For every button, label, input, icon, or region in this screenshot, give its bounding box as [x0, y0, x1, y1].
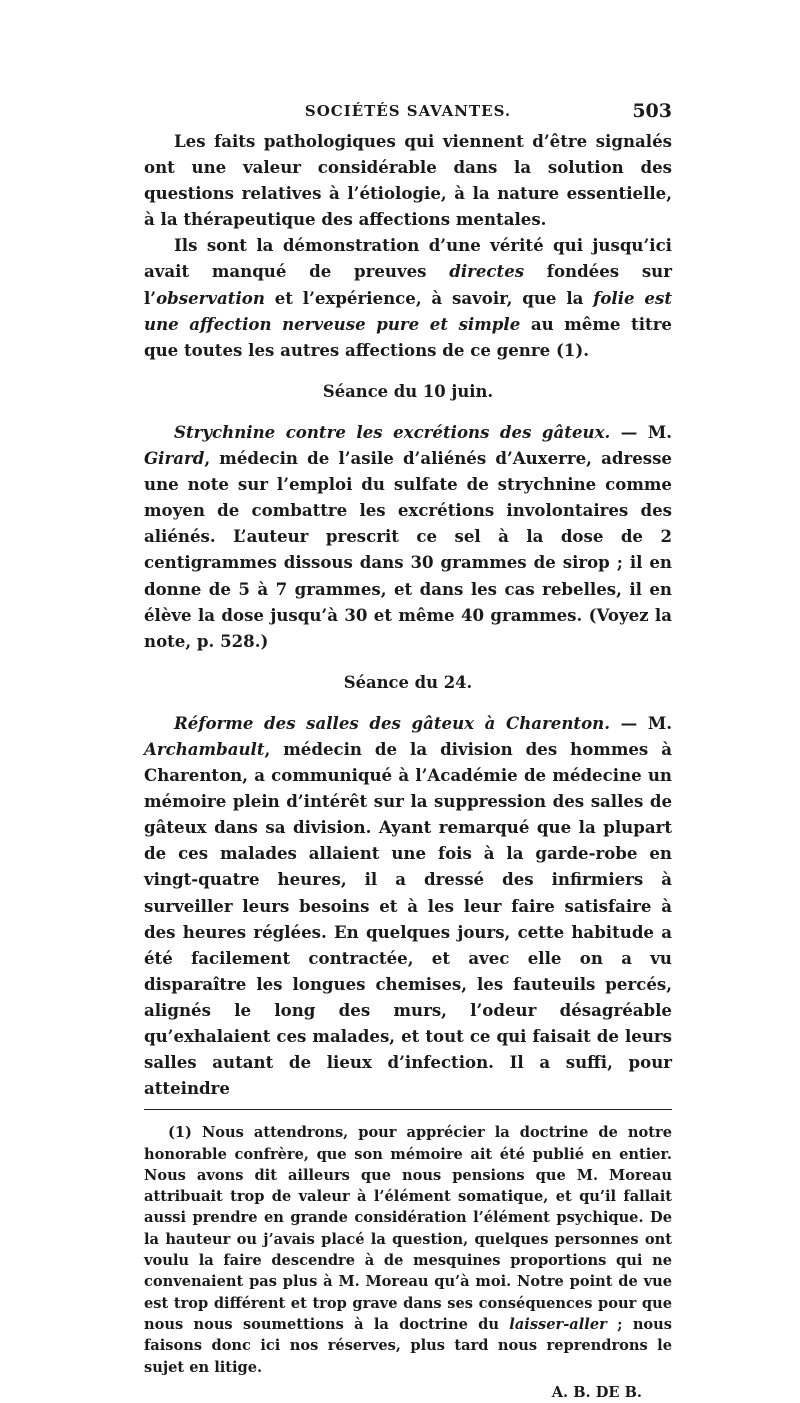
session-1-dash: — M.: [610, 421, 673, 442]
p2-text-b: fondées sur l’: [144, 261, 672, 308]
footnote-text-a: (1) Nous attendrons, pour apprécier la doctrine de notre honorable confrère, que son mémoire ait été publié en entier. Nous avons dit ailleurs que nous pensions que M. Moreau attribuait trop de valeur à l’élément somatique, et qu’il fallait aussi prendre en grande considération l’élément psychique. De la hauteur ou j’avais placé la question, quelques personnes ont voulu la faire descendre à de mesquines proportions qui ne convenaient pas plus à M. Moreau qu’à moi. Notre point de vue est trop différent et trop grave dans ses conséquences pour que nous nous soumettions à la doctrine du: [144, 1124, 672, 1333]
footnote-text-b: ; nous faisons donc ici nos réserves, plus tard nous reprendrons le sujet en litige.: [144, 1315, 672, 1376]
session-2-author: Archambault: [144, 738, 265, 759]
paragraph-1: Les faits pathologiques qui viennent d’être signalés ont une valeur considérable dans la solution des questions relatives à l’étiologie, à la nature essentielle, à la thérapeutique des affections mentales.: [144, 131, 672, 230]
session-1-author: Girard: [144, 448, 205, 469]
footnote: [144, 1122, 672, 1403]
paragraph-2: [144, 232, 672, 362]
footnote-signature: A. B. DE B.: [551, 1383, 642, 1401]
p2-italic-folie: folie est une affection nerveuse pure et simple: [144, 287, 672, 334]
session-1-paragraph: [144, 419, 672, 654]
session-2-text: , médecin de la division des hommes à Charenton, a communiqué à l’Académie de médecine un mémoire plein d’intérêt sur la suppression des salles de gâteux dans sa division. Ayant remarqué que la plupart de ces malades allaient une fois à la garde-robe en vingt-quatre heures, il a dressé des infirmiers à surveiller leurs besoins et à les leur faire satisfaire à des heures réglées. En quelques jours, cette habitude a été facilement contractée, et avec elle on a vu disparaître les longues chemises, les fauteuils percés, alignés le long des murs, l’odeur désagréable qu’exhalaient ces malades, et tout ce qui faisait de leurs salles autant de lieux d’infection. Il a suffi, pour atteindre: [144, 738, 672, 1099]
session-1-title: Strychnine contre les excrétions des gâteux.: [174, 421, 611, 442]
running-title: SOCIÉTÉS SAVANTES.: [304, 102, 512, 120]
p2-text-a: Ils sont la démonstration d’une vérité qui jusqu’ici avait manqué de preuves: [144, 235, 672, 282]
page-number: 503: [632, 100, 672, 122]
session-heading-1: Séance du 10 juin.: [322, 381, 494, 401]
p2-text-c: et l’expérience, à savoir, que la: [264, 287, 594, 308]
session-2-paragraph: [144, 710, 672, 1101]
footnote-italic: laisser-aller: [509, 1315, 607, 1333]
p2-italic-directes: directes: [449, 261, 525, 282]
session-1-text: , médecin de l’asile d’aliénés d’Auxerre, adresse une note sur l’emploi du sulfate de strychnine comme moyen de combattre les excrétions involontaires des aliénés. L’auteur prescrit ce sel à la dose de 2 centigrammes dissous dans 30 grammes de sirop ; il en donne de 5 à 7 grammes, et dans les cas rebelles, il en élève la dose jusqu’à 30 et même 40 grammes. (Voyez la note, p. 528.): [144, 448, 672, 651]
session-2-title: Réforme des salles des gâteux à Charenton.: [174, 712, 611, 733]
p2-text-d: au même titre que toutes les autres affections de ce genre (1).: [144, 313, 672, 360]
session-2-dash: — M.: [610, 712, 673, 733]
footnote-paragraph: [144, 1122, 672, 1378]
session-heading-2: Séance du 24.: [343, 672, 473, 692]
body-text: [144, 128, 672, 1101]
footnote-rule: [144, 1109, 672, 1110]
p2-italic-observation: observation: [156, 287, 265, 308]
page-header: [144, 96, 672, 128]
page: [144, 96, 672, 1403]
